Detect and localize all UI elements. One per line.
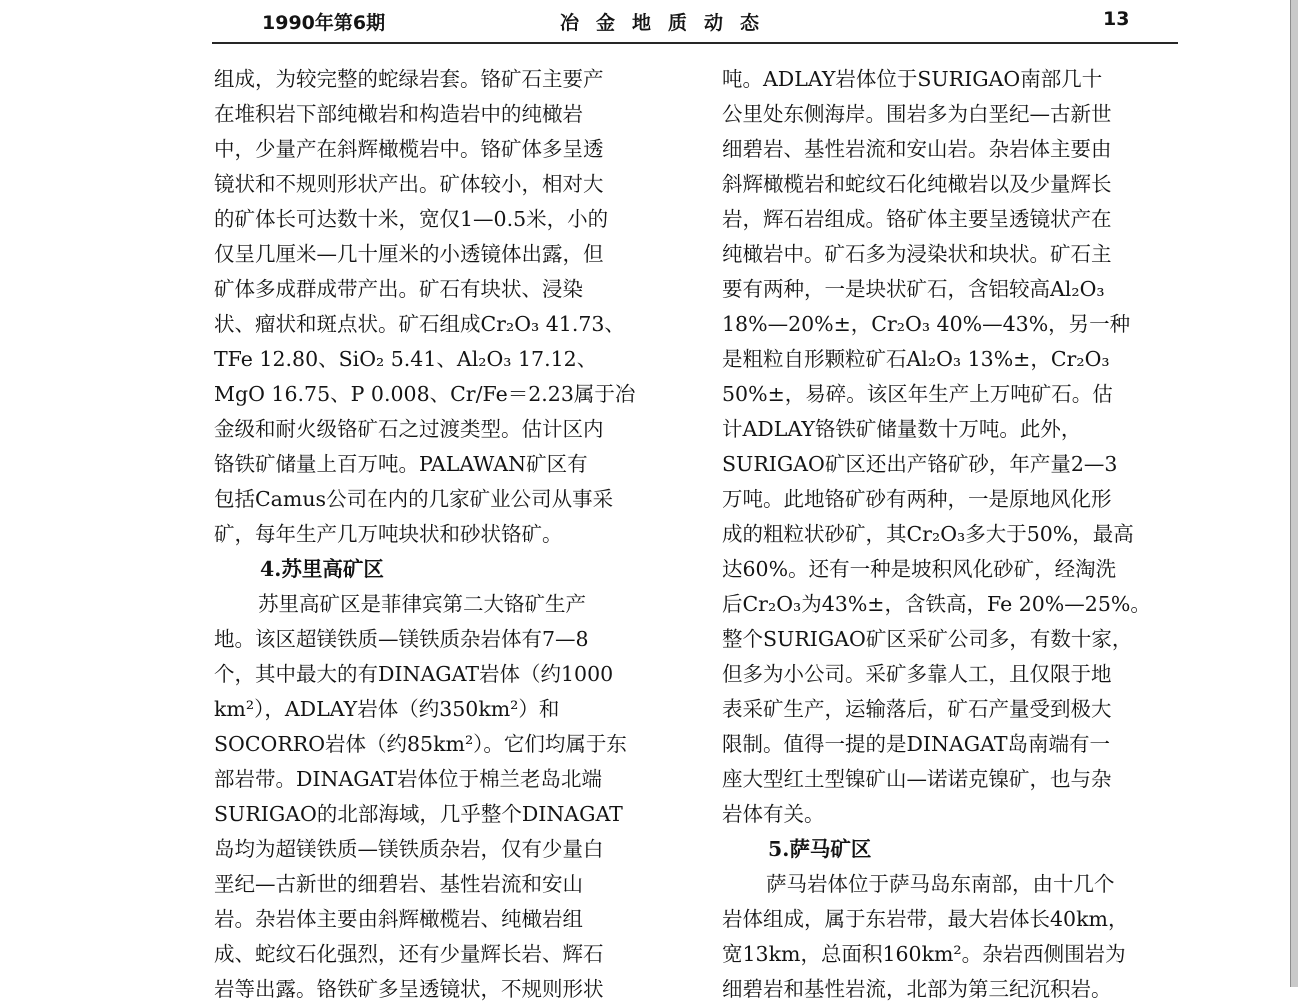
page-edge [1291,0,1298,987]
text-line: 金级和耐火级铬矿石之过渡类型。估计区内 [214,417,604,441]
journal-title: 冶金地质动态 [560,12,777,34]
text-line: 状、瘤状和斑点状。矿石组成Cr₂O₃ 41.73、 [214,312,625,336]
text-line: 公里处东侧海岸。围岩多为白垩纪—古新世 [722,102,1112,126]
text-line: 垩纪—古新世的细碧岩、基性岩流和安山 [214,872,583,896]
text-line: 矿体多成群成带产出。矿石有块状、浸染 [214,277,583,301]
page-number: 13 [1103,8,1130,30]
text-line: 岛均为超镁铁质—镁铁质杂岩，仅有少量白 [214,837,604,861]
text-line: SURIGAO的北部海域，几乎整个DINAGAT [214,802,623,826]
text-line: 细碧岩和基性岩流，北部为第三纪沉积岩。 [722,977,1112,1001]
text-line: 纯橄岩中。矿石多为浸染状和块状。矿石主 [722,242,1112,266]
text-line: 地。该区超镁铁质—镁铁质杂岩体有7—8 [214,627,589,651]
text-line: 限制。值得一提的是DINAGAT岛南端有一 [722,732,1111,756]
text-line: 18%—20%±，Cr₂O₃ 40%—43%，另一种 [722,312,1131,336]
page-header [0,0,1298,44]
text-line: 铬铁矿储量上百万吨。PALAWAN矿区有 [214,452,588,476]
text-line: 包括Camus公司在内的几家矿业公司从事采 [214,487,614,511]
text-line: 在堆积岩下部纯橄岩和构造岩中的纯橄岩 [214,102,583,126]
text-line: 组成，为较完整的蛇绿岩套。铬矿石主要产 [214,67,604,91]
text-line: SURIGAO矿区还出产铬矿砂，年产量2—3 [722,452,1118,476]
text-line: 岩。杂岩体主要由斜辉橄榄岩、纯橄岩组 [214,907,583,931]
text-line: SOCORRO岩体（约85km²）。它们均属于东 [214,732,627,756]
text-line: TFe 12.80、SiO₂ 5.41、Al₂O₃ 17.12、 [214,347,598,371]
text-line: 岩等出露。铬铁矿多呈透镜状，不规则形状 [214,977,604,1001]
text-line: 的矿体长可达数十米，宽仅1—0.5米，小的 [214,207,609,231]
text-line: 整个SURIGAO矿区采矿公司多，有数十家， [722,627,1133,651]
text-line: 宽13km，总面积160km²。杂岩西侧围岩为 [722,942,1126,966]
text-line: 斜辉橄榄岩和蛇纹石化纯橄岩以及少量辉长 [722,172,1112,196]
text-line: 成的粗粒状砂矿，其Cr₂O₃多大于50%，最高 [722,522,1134,546]
section-heading: 4.苏里高矿区 [260,557,384,581]
right-column [722,62,1192,1007]
text-line: 岩，辉石岩组成。铬矿体主要呈透镜状产在 [722,207,1112,231]
text-line: 萨马岩体位于萨马岛东南部，由十几个 [766,872,1115,896]
text-line: 成、蛇纹石化强烈，还有少量辉长岩、辉石 [214,942,604,966]
text-line: 座大型红土型镍矿山—诺诺克镍矿，也与杂 [722,767,1112,791]
text-line: 矿，每年生产几万吨块状和砂状铬矿。 [214,522,563,546]
text-line: 苏里高矿区是菲律宾第二大铬矿生产 [258,592,586,616]
text-line: 但多为小公司。采矿多靠人工，且仅限于地 [722,662,1112,686]
text-line: 岩体有关。 [722,802,825,826]
text-line: 中，少量产在斜辉橄榄岩中。铬矿体多呈透 [214,137,604,161]
text-line: 后Cr₂O₃为43%±，含铁高，Fe 20%—25%。 [722,592,1151,616]
text-line: 万吨。此地铬矿砂有两种，一是原地风化形 [722,487,1112,511]
text-line: 达60%。还有一种是坡积风化砂矿，经淘洗 [722,557,1117,581]
text-line: 吨。ADLAY岩体位于SURIGAO南部几十 [722,67,1103,91]
text-line: 岩体组成，属于东岩带，最大岩体长40km， [722,907,1129,931]
text-line: 是粗粒自形颗粒矿石Al₂O₃ 13%±，Cr₂O₃ [722,347,1110,371]
text-line: 镜状和不规则形状产出。矿体较小，相对大 [214,172,604,196]
text-line: km²），ADLAY岩体（约350km²）和 [214,697,560,721]
text-line: 仅呈几厘米—几十厘米的小透镜体出露，但 [214,242,604,266]
section-heading: 5.萨马矿区 [768,837,872,861]
text-line: 50%±，易碎。该区年生产上万吨矿石。估 [722,382,1113,406]
text-line: 部岩带。DINAGAT岩体位于棉兰老岛北端 [214,767,603,791]
text-line: MgO 16.75、P 0.008、Cr/Fe＝2.23属于冶 [214,382,636,406]
text-line: 表采矿生产，运输落后，矿石产量受到极大 [722,697,1112,721]
header-rule [212,42,1178,44]
text-line: 计ADLAY铬铁矿储量数十万吨。此外， [722,417,1082,441]
left-column [214,62,684,1007]
text-line: 细碧岩、基性岩流和安山岩。杂岩体主要由 [722,137,1112,161]
text-line: 要有两种，一是块状矿石，含铝较高Al₂O₃ [722,277,1105,301]
text-line: 个，其中最大的有DINAGAT岩体（约1000 [214,662,614,686]
issue-label: 1990年第6期 [262,12,386,34]
